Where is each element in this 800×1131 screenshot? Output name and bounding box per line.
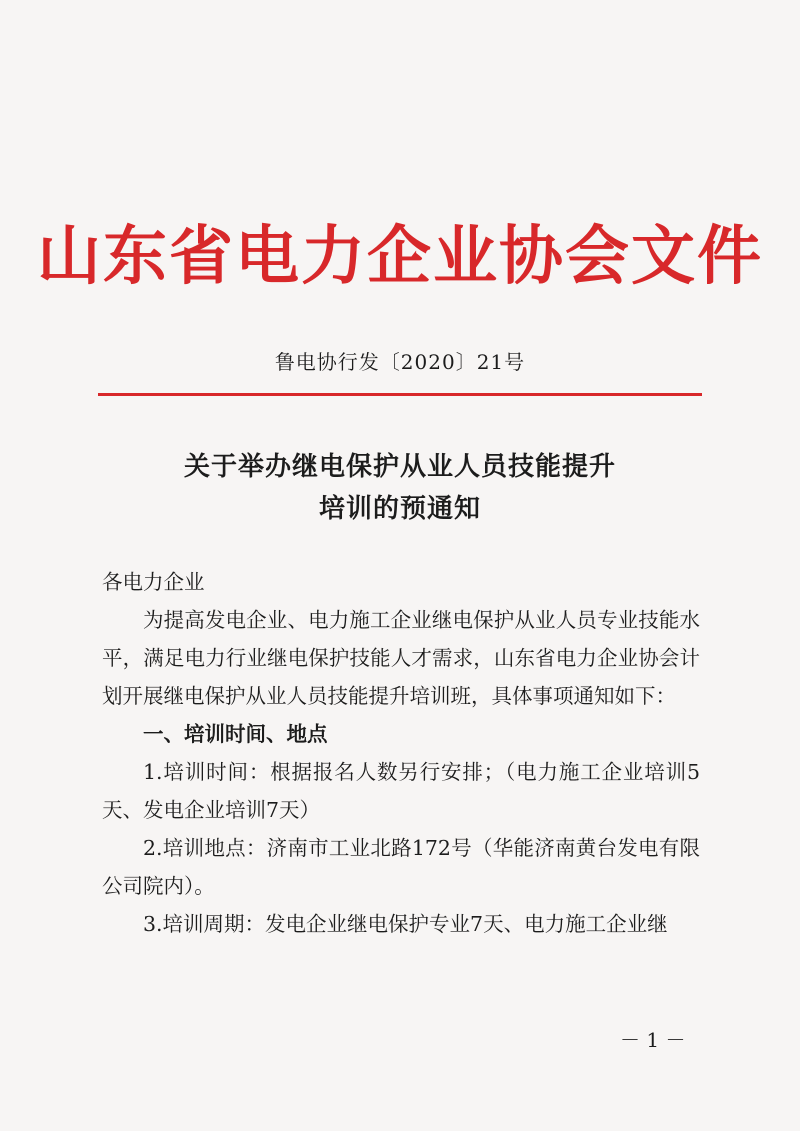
section-heading-training-time-place: 一、培训时间、地点	[143, 722, 328, 746]
notice-title-line-2: 培训的预通知	[318, 494, 481, 524]
intro-paragraph: 为提高发电企业、电力施工企业继电保护从业人员专业技能水平，满足电力行业继电保护技能人才需求，山东省电力企业协会计划开展继电保护从业人员技能提升培训班，具体事项通知如下：	[102, 608, 700, 708]
notice-body	[102, 563, 700, 943]
training-period-item: 3.培训周期：发电企业继电保护专业7天、电力施工企业继	[143, 912, 668, 936]
notice-title	[0, 446, 800, 530]
training-location-item: 2.培训地点：济南市工业北路172号（华能济南黄台发电有限公司院内）。	[102, 836, 700, 898]
red-divider-line	[98, 393, 702, 396]
training-time-item: 1.培训时间：根据报名人数另行安排；（电力施工企业培训5天、发电企业培训7天）	[102, 760, 700, 822]
notice-title-line-1: 关于举办继电保护从业人员技能提升	[183, 452, 616, 482]
document-number: 鲁电协行发〔2020〕21号	[274, 350, 526, 374]
salutation: 各电力企业	[102, 570, 205, 594]
page-number: － 1 －	[620, 1028, 686, 1052]
masthead-title: 山东省电力企业协会文件	[37, 219, 763, 294]
